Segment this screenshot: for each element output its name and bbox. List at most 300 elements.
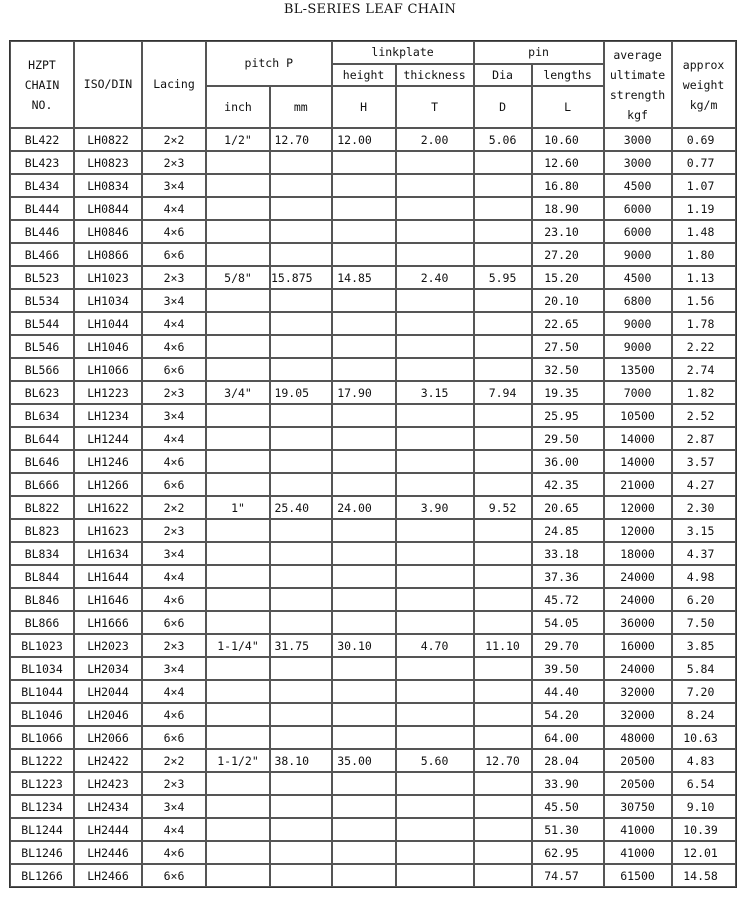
cell-pin-dia xyxy=(474,818,532,841)
leaf-chain-table xyxy=(9,40,737,888)
cell-strength: 24000 xyxy=(604,588,672,611)
table-row xyxy=(10,358,736,381)
cell-pitch-inch xyxy=(206,358,270,381)
cell-strength: 4500 xyxy=(604,266,672,289)
cell-pitch-inch: 1" xyxy=(206,496,270,519)
cell-height-h xyxy=(332,473,396,496)
cell-pitch-mm xyxy=(270,588,332,611)
table-row xyxy=(10,611,736,634)
cell-lacing: 2×3 xyxy=(142,266,206,289)
cell-chain-no: BL566 xyxy=(10,358,74,381)
cell-strength: 12000 xyxy=(604,496,672,519)
cell-thickness-t: 3.90 xyxy=(396,496,474,519)
cell-chain-no: BL466 xyxy=(10,243,74,266)
cell-pin-length: 18.90 xyxy=(532,197,604,220)
cell-weight: 1.80 xyxy=(672,243,736,266)
cell-strength: 41000 xyxy=(604,841,672,864)
cell-strength: 16000 xyxy=(604,634,672,657)
cell-height-h xyxy=(332,312,396,335)
cell-pin-dia xyxy=(474,404,532,427)
header-iso-din: ISO/DIN xyxy=(74,41,142,128)
cell-weight: 7.50 xyxy=(672,611,736,634)
cell-pitch-inch xyxy=(206,151,270,174)
cell-weight: 1.48 xyxy=(672,220,736,243)
cell-pitch-mm xyxy=(270,289,332,312)
table-row xyxy=(10,588,736,611)
cell-strength: 10500 xyxy=(604,404,672,427)
cell-height-h xyxy=(332,542,396,565)
cell-pitch-mm xyxy=(270,335,332,358)
cell-height-h xyxy=(332,772,396,795)
cell-pin-dia xyxy=(474,151,532,174)
cell-thickness-t xyxy=(396,542,474,565)
cell-lacing: 3×4 xyxy=(142,404,206,427)
cell-chain-no: BL1046 xyxy=(10,703,74,726)
cell-thickness-t xyxy=(396,335,474,358)
header-linkplate: linkplate xyxy=(332,41,474,64)
cell-pin-length: 39.50 xyxy=(532,657,604,680)
cell-weight: 3.15 xyxy=(672,519,736,542)
cell-pitch-inch xyxy=(206,680,270,703)
cell-chain-no: BL434 xyxy=(10,174,74,197)
cell-pitch-inch xyxy=(206,703,270,726)
cell-lacing: 3×4 xyxy=(142,174,206,197)
table-row xyxy=(10,128,736,151)
cell-chain-no: BL1044 xyxy=(10,680,74,703)
cell-weight: 1.82 xyxy=(672,381,736,404)
table-row xyxy=(10,427,736,450)
cell-strength: 30750 xyxy=(604,795,672,818)
cell-lacing: 4×6 xyxy=(142,450,206,473)
cell-weight: 1.07 xyxy=(672,174,736,197)
cell-lacing: 6×6 xyxy=(142,473,206,496)
cell-pin-dia xyxy=(474,565,532,588)
cell-pitch-inch xyxy=(206,335,270,358)
cell-pitch-mm xyxy=(270,220,332,243)
cell-iso-din: LH0844 xyxy=(74,197,142,220)
cell-pitch-inch xyxy=(206,864,270,887)
cell-height-h: 30.10 xyxy=(332,634,396,657)
table-row xyxy=(10,680,736,703)
cell-strength: 21000 xyxy=(604,473,672,496)
cell-weight: 6.54 xyxy=(672,772,736,795)
cell-weight: 1.19 xyxy=(672,197,736,220)
cell-weight: 3.85 xyxy=(672,634,736,657)
cell-thickness-t xyxy=(396,312,474,335)
cell-iso-din: LH2023 xyxy=(74,634,142,657)
header-inch: inch xyxy=(206,86,270,128)
cell-lacing: 3×4 xyxy=(142,542,206,565)
cell-pin-length: 64.00 xyxy=(532,726,604,749)
cell-iso-din: LH1066 xyxy=(74,358,142,381)
cell-pin-dia xyxy=(474,542,532,565)
cell-pin-dia xyxy=(474,795,532,818)
cell-chain-no: BL823 xyxy=(10,519,74,542)
cell-pitch-mm xyxy=(270,450,332,473)
cell-strength: 7000 xyxy=(604,381,672,404)
cell-strength: 24000 xyxy=(604,565,672,588)
cell-strength: 6000 xyxy=(604,197,672,220)
cell-weight: 2.30 xyxy=(672,496,736,519)
header-D: D xyxy=(474,86,532,128)
cell-pin-length: 15.20 xyxy=(532,266,604,289)
cell-chain-no: BL834 xyxy=(10,542,74,565)
cell-chain-no: BL634 xyxy=(10,404,74,427)
cell-lacing: 3×4 xyxy=(142,795,206,818)
cell-iso-din: LH1034 xyxy=(74,289,142,312)
cell-height-h: 24.00 xyxy=(332,496,396,519)
table-row xyxy=(10,312,736,335)
cell-weight: 7.20 xyxy=(672,680,736,703)
cell-pitch-mm xyxy=(270,197,332,220)
cell-weight: 4.37 xyxy=(672,542,736,565)
cell-iso-din: LH1023 xyxy=(74,266,142,289)
cell-height-h: 12.00 xyxy=(332,128,396,151)
cell-iso-din: LH1244 xyxy=(74,427,142,450)
cell-thickness-t xyxy=(396,197,474,220)
cell-thickness-t xyxy=(396,864,474,887)
cell-thickness-t: 2.40 xyxy=(396,266,474,289)
cell-strength: 20500 xyxy=(604,749,672,772)
header-lacing: Lacing xyxy=(142,41,206,128)
header-T: T xyxy=(396,86,474,128)
cell-pitch-mm xyxy=(270,680,332,703)
cell-pin-length: 19.35 xyxy=(532,381,604,404)
cell-chain-no: BL444 xyxy=(10,197,74,220)
cell-chain-no: BL846 xyxy=(10,588,74,611)
cell-pin-dia: 9.52 xyxy=(474,496,532,519)
cell-iso-din: LH1223 xyxy=(74,381,142,404)
cell-chain-no: BL1223 xyxy=(10,772,74,795)
cell-thickness-t xyxy=(396,151,474,174)
cell-pitch-mm: 38.10 xyxy=(270,749,332,772)
cell-pitch-inch xyxy=(206,473,270,496)
cell-height-h: 35.00 xyxy=(332,749,396,772)
cell-chain-no: BL446 xyxy=(10,220,74,243)
cell-lacing: 4×6 xyxy=(142,220,206,243)
cell-pitch-inch: 3/4" xyxy=(206,381,270,404)
cell-pin-length: 10.60 xyxy=(532,128,604,151)
cell-weight: 2.52 xyxy=(672,404,736,427)
cell-strength: 14000 xyxy=(604,427,672,450)
cell-thickness-t xyxy=(396,726,474,749)
cell-iso-din: LH1644 xyxy=(74,565,142,588)
cell-height-h xyxy=(332,427,396,450)
cell-weight: 0.69 xyxy=(672,128,736,151)
cell-thickness-t xyxy=(396,703,474,726)
cell-pin-length: 24.85 xyxy=(532,519,604,542)
table-row xyxy=(10,381,736,404)
cell-lacing: 4×4 xyxy=(142,565,206,588)
cell-thickness-t xyxy=(396,841,474,864)
cell-iso-din: LH1044 xyxy=(74,312,142,335)
cell-pitch-mm xyxy=(270,795,332,818)
cell-iso-din: LH2466 xyxy=(74,864,142,887)
cell-pitch-inch xyxy=(206,289,270,312)
table-row xyxy=(10,220,736,243)
cell-pin-length: 54.05 xyxy=(532,611,604,634)
cell-iso-din: LH2044 xyxy=(74,680,142,703)
cell-pitch-mm: 25.40 xyxy=(270,496,332,519)
cell-strength: 32000 xyxy=(604,703,672,726)
cell-pitch-inch xyxy=(206,818,270,841)
cell-weight: 1.56 xyxy=(672,289,736,312)
cell-chain-no: BL423 xyxy=(10,151,74,174)
cell-pitch-inch xyxy=(206,588,270,611)
cell-pitch-mm xyxy=(270,565,332,588)
cell-strength: 6000 xyxy=(604,220,672,243)
cell-strength: 20500 xyxy=(604,772,672,795)
cell-chain-no: BL1266 xyxy=(10,864,74,887)
cell-pitch-mm xyxy=(270,611,332,634)
cell-pin-dia xyxy=(474,220,532,243)
cell-pitch-inch xyxy=(206,726,270,749)
cell-pitch-inch xyxy=(206,542,270,565)
cell-pitch-inch: 5/8" xyxy=(206,266,270,289)
cell-strength: 14000 xyxy=(604,450,672,473)
cell-thickness-t: 2.00 xyxy=(396,128,474,151)
cell-lacing: 2×3 xyxy=(142,519,206,542)
cell-pin-length: 29.70 xyxy=(532,634,604,657)
table-row xyxy=(10,266,736,289)
cell-chain-no: BL1234 xyxy=(10,795,74,818)
cell-pin-length: 28.04 xyxy=(532,749,604,772)
cell-weight: 4.98 xyxy=(672,565,736,588)
cell-chain-no: BL1023 xyxy=(10,634,74,657)
cell-weight: 10.39 xyxy=(672,818,736,841)
table-row xyxy=(10,703,736,726)
cell-strength: 24000 xyxy=(604,657,672,680)
cell-pin-length: 51.30 xyxy=(532,818,604,841)
cell-pin-dia xyxy=(474,680,532,703)
cell-strength: 4500 xyxy=(604,174,672,197)
cell-iso-din: LH2066 xyxy=(74,726,142,749)
cell-lacing: 4×6 xyxy=(142,703,206,726)
cell-lacing: 2×2 xyxy=(142,496,206,519)
cell-pin-dia xyxy=(474,588,532,611)
cell-pin-dia xyxy=(474,450,532,473)
table-row xyxy=(10,243,736,266)
table-row xyxy=(10,496,736,519)
cell-pin-dia: 5.06 xyxy=(474,128,532,151)
table-row xyxy=(10,151,736,174)
cell-pitch-mm xyxy=(270,312,332,335)
cell-pitch-inch xyxy=(206,427,270,450)
cell-pin-length: 20.65 xyxy=(532,496,604,519)
cell-pin-dia: 11.10 xyxy=(474,634,532,657)
table-row xyxy=(10,634,736,657)
cell-thickness-t xyxy=(396,450,474,473)
cell-strength: 48000 xyxy=(604,726,672,749)
header-thickness: thickness xyxy=(396,64,474,86)
cell-height-h xyxy=(332,450,396,473)
cell-pitch-inch: 1/2" xyxy=(206,128,270,151)
cell-thickness-t xyxy=(396,680,474,703)
cell-thickness-t xyxy=(396,818,474,841)
cell-lacing: 4×4 xyxy=(142,312,206,335)
table-row xyxy=(10,772,736,795)
cell-height-h xyxy=(332,611,396,634)
cell-weight: 9.10 xyxy=(672,795,736,818)
cell-height-h xyxy=(332,795,396,818)
cell-pitch-inch: 1-1/2" xyxy=(206,749,270,772)
cell-pitch-mm xyxy=(270,519,332,542)
cell-iso-din: LH1646 xyxy=(74,588,142,611)
cell-pin-dia xyxy=(474,473,532,496)
cell-pin-length: 44.40 xyxy=(532,680,604,703)
cell-iso-din: LH1046 xyxy=(74,335,142,358)
cell-height-h xyxy=(332,243,396,266)
cell-strength: 6800 xyxy=(604,289,672,312)
cell-chain-no: BL644 xyxy=(10,427,74,450)
cell-pin-length: 42.35 xyxy=(532,473,604,496)
table-row xyxy=(10,818,736,841)
cell-pitch-inch xyxy=(206,772,270,795)
cell-height-h xyxy=(332,864,396,887)
cell-pitch-inch: 1-1/4" xyxy=(206,634,270,657)
cell-thickness-t xyxy=(396,519,474,542)
cell-iso-din: LH0823 xyxy=(74,151,142,174)
cell-weight: 2.74 xyxy=(672,358,736,381)
cell-thickness-t xyxy=(396,795,474,818)
cell-height-h xyxy=(332,174,396,197)
cell-pitch-inch xyxy=(206,220,270,243)
cell-pin-dia: 7.94 xyxy=(474,381,532,404)
cell-lacing: 3×4 xyxy=(142,657,206,680)
cell-chain-no: BL844 xyxy=(10,565,74,588)
page-title: BL-SERIES LEAF CHAIN xyxy=(283,2,457,17)
cell-iso-din: LH2046 xyxy=(74,703,142,726)
cell-strength: 41000 xyxy=(604,818,672,841)
cell-pin-dia xyxy=(474,864,532,887)
cell-pin-length: 33.18 xyxy=(532,542,604,565)
cell-lacing: 2×2 xyxy=(142,128,206,151)
table-row xyxy=(10,657,736,680)
table-row xyxy=(10,749,736,772)
cell-pin-length: 45.72 xyxy=(532,588,604,611)
cell-thickness-t xyxy=(396,220,474,243)
cell-height-h xyxy=(332,841,396,864)
cell-pitch-mm xyxy=(270,657,332,680)
cell-iso-din: LH1634 xyxy=(74,542,142,565)
cell-lacing: 4×6 xyxy=(142,335,206,358)
cell-height-h xyxy=(332,519,396,542)
header-mm: mm xyxy=(270,86,332,128)
cell-pin-length: 54.20 xyxy=(532,703,604,726)
cell-thickness-t xyxy=(396,358,474,381)
cell-pitch-mm xyxy=(270,772,332,795)
cell-iso-din: LH2444 xyxy=(74,818,142,841)
cell-weight: 4.27 xyxy=(672,473,736,496)
cell-iso-din: LH1246 xyxy=(74,450,142,473)
cell-thickness-t xyxy=(396,289,474,312)
cell-pin-dia xyxy=(474,427,532,450)
cell-height-h xyxy=(332,680,396,703)
cell-pitch-inch xyxy=(206,197,270,220)
table-row xyxy=(10,335,736,358)
cell-pitch-inch xyxy=(206,657,270,680)
cell-pitch-inch xyxy=(206,841,270,864)
cell-weight: 4.83 xyxy=(672,749,736,772)
cell-strength: 32000 xyxy=(604,680,672,703)
cell-weight: 5.84 xyxy=(672,657,736,680)
cell-thickness-t xyxy=(396,427,474,450)
cell-pitch-inch xyxy=(206,519,270,542)
cell-chain-no: BL544 xyxy=(10,312,74,335)
cell-chain-no: BL1222 xyxy=(10,749,74,772)
cell-pin-length: 27.20 xyxy=(532,243,604,266)
table-row xyxy=(10,519,736,542)
cell-height-h xyxy=(332,335,396,358)
cell-lacing: 4×4 xyxy=(142,818,206,841)
cell-pin-length: 20.10 xyxy=(532,289,604,312)
cell-chain-no: BL1246 xyxy=(10,841,74,864)
cell-pin-dia xyxy=(474,174,532,197)
cell-height-h: 17.90 xyxy=(332,381,396,404)
cell-weight: 2.87 xyxy=(672,427,736,450)
cell-chain-no: BL646 xyxy=(10,450,74,473)
cell-lacing: 2×2 xyxy=(142,749,206,772)
cell-thickness-t xyxy=(396,174,474,197)
cell-height-h xyxy=(332,657,396,680)
cell-strength: 9000 xyxy=(604,312,672,335)
header-pitch: pitch P xyxy=(206,41,332,86)
cell-lacing: 4×6 xyxy=(142,841,206,864)
cell-strength: 12000 xyxy=(604,519,672,542)
table-row xyxy=(10,450,736,473)
cell-iso-din: LH2034 xyxy=(74,657,142,680)
cell-pin-length: 25.95 xyxy=(532,404,604,427)
cell-pin-length: 45.50 xyxy=(532,795,604,818)
cell-height-h xyxy=(332,726,396,749)
cell-pitch-mm xyxy=(270,427,332,450)
cell-weight: 1.78 xyxy=(672,312,736,335)
table-row xyxy=(10,289,736,312)
cell-pitch-inch xyxy=(206,450,270,473)
cell-pitch-inch xyxy=(206,795,270,818)
cell-pin-length: 74.57 xyxy=(532,864,604,887)
cell-chain-no: BL866 xyxy=(10,611,74,634)
cell-lacing: 6×6 xyxy=(142,243,206,266)
cell-height-h xyxy=(332,197,396,220)
table-row xyxy=(10,197,736,220)
cell-pin-length: 27.50 xyxy=(532,335,604,358)
cell-height-h xyxy=(332,404,396,427)
cell-thickness-t xyxy=(396,243,474,266)
cell-height-h xyxy=(332,588,396,611)
cell-thickness-t xyxy=(396,404,474,427)
cell-chain-no: BL534 xyxy=(10,289,74,312)
cell-pin-dia xyxy=(474,197,532,220)
header-height: height xyxy=(332,64,396,86)
table-row xyxy=(10,841,736,864)
cell-strength: 3000 xyxy=(604,151,672,174)
cell-lacing: 4×4 xyxy=(142,427,206,450)
cell-pitch-inch xyxy=(206,174,270,197)
cell-pitch-mm: 19.05 xyxy=(270,381,332,404)
cell-lacing: 3×4 xyxy=(142,289,206,312)
cell-weight: 10.63 xyxy=(672,726,736,749)
cell-lacing: 6×6 xyxy=(142,611,206,634)
cell-pitch-mm xyxy=(270,703,332,726)
cell-weight: 14.58 xyxy=(672,864,736,887)
cell-weight: 8.24 xyxy=(672,703,736,726)
cell-thickness-t: 3.15 xyxy=(396,381,474,404)
cell-thickness-t xyxy=(396,772,474,795)
cell-iso-din: LH0834 xyxy=(74,174,142,197)
table-row xyxy=(10,565,736,588)
cell-lacing: 2×3 xyxy=(142,634,206,657)
